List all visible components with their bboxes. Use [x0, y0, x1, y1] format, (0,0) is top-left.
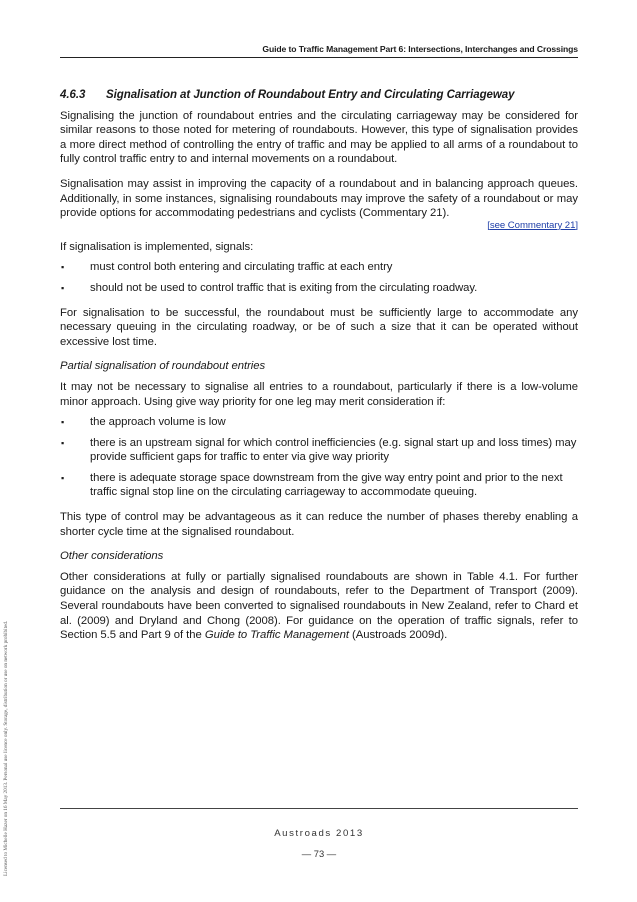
list-item: ▪ there is adequate storage space downstream from the give way entry point and prior to the next traffic signal stop line on the circulating carriageway to accommodate queuing. [61, 471, 563, 499]
list-item: ▪ the approach volume is low [61, 416, 226, 429]
list-item: ▪ should not be used to control traffic that is exiting from the circulating roadway. [61, 281, 478, 294]
footer-divider [60, 808, 578, 809]
footer-organisation: Austroads 2013 [274, 828, 364, 839]
licence-stamp: Licensed to Michelle Hazer on 16 May 2013. Personal use licence only. Storage, distribution or use on network prohibited. [3, 620, 9, 876]
list-item: ▪ must control both entering and circulating traffic at each entry [61, 261, 393, 274]
section-heading [60, 88, 578, 103]
paragraph-advantage: This type of control may be advantageous as it can reduce the number of phases thereby enabling a shorter cycle time at the signalised roundabout. [60, 511, 578, 538]
page-body [60, 88, 578, 653]
guide-title: Guide to Traffic Management [204, 629, 349, 642]
bullet-icon: ▪ [61, 282, 65, 293]
bullet-icon: ▪ [61, 262, 65, 273]
section-number: 4.6.3 [60, 89, 86, 101]
bullet-icon: ▪ [61, 417, 65, 428]
paragraph-intro: Signalising the junction of roundabout entries and the circulating carriageway may be considered for similar reasons to those noted for metering of roundabouts. However, this type of signalisation provides a more direct method of controlling the entry of traffic and may be applied to all arms of a roundabout to fully control traffic entry to and internal movements on a roundabout. [60, 109, 578, 166]
subheading-partial: Partial signalisation of roundabout entries [60, 360, 266, 373]
give-way-list [60, 415, 578, 500]
commentary-link[interactable]: [see Commentary 21] [487, 219, 578, 231]
page-number: — 73 — [301, 848, 337, 859]
paragraph-signals-lead: If signalisation is implemented, signals: [60, 240, 254, 253]
paragraph-partial: It may not be necessary to signalise all entries to a roundabout, particularly if there is a low-volume minor approach. Using give way priority for one leg may merit consideration if: [60, 380, 578, 408]
list-item: ▪ there is an upstream signal for which control inefficiencies (e.g. signal start up and loss times) may provide sufficient gaps for traffic to enter via give way priority [61, 436, 577, 464]
paragraph-success: For signalisation to be successful, the roundabout must be sufficiently large to accommodate any necessary queuing in the circulating roadway, or be of such a size that it can be operated without excessive lost time. [60, 306, 578, 348]
section-title: Signalisation at Junction of Roundabout Entry and Circulating Carriageway [106, 89, 515, 101]
header-divider [60, 57, 578, 58]
paragraph-capacity: Signalisation may assist in improving the capacity of a roundabout and in balancing approach queues. Additionally, in some instances, signalising roundabouts may improve the safety of a roundabout or may provide options for accommodating pedestrians and cyclists (Commentary 21). [60, 177, 578, 220]
paragraph-other: Other considerations at fully or partially signalised roundabouts are shown in Table 4.1. For further guidance on the analysis and design of roundabouts, refer to the Department of Transport (2009). Several roundabouts have been converted to signalised roundabouts in New Zealand, refer to Chard et al. (2009) and Dryland and Chong (2008). For guidance on the operation of traffic signals, refer to Section 5.5 and Part 9 of the Guide to Traffic Management (Austroads 2009d). [60, 570, 578, 642]
bullet-icon: ▪ [61, 472, 65, 483]
running-header: Guide to Traffic Management Part 6: Intersections, Interchanges and Crossings [262, 44, 578, 54]
signals-list [60, 260, 578, 295]
subheading-other: Other considerations [60, 550, 164, 563]
bullet-icon: ▪ [61, 437, 65, 448]
